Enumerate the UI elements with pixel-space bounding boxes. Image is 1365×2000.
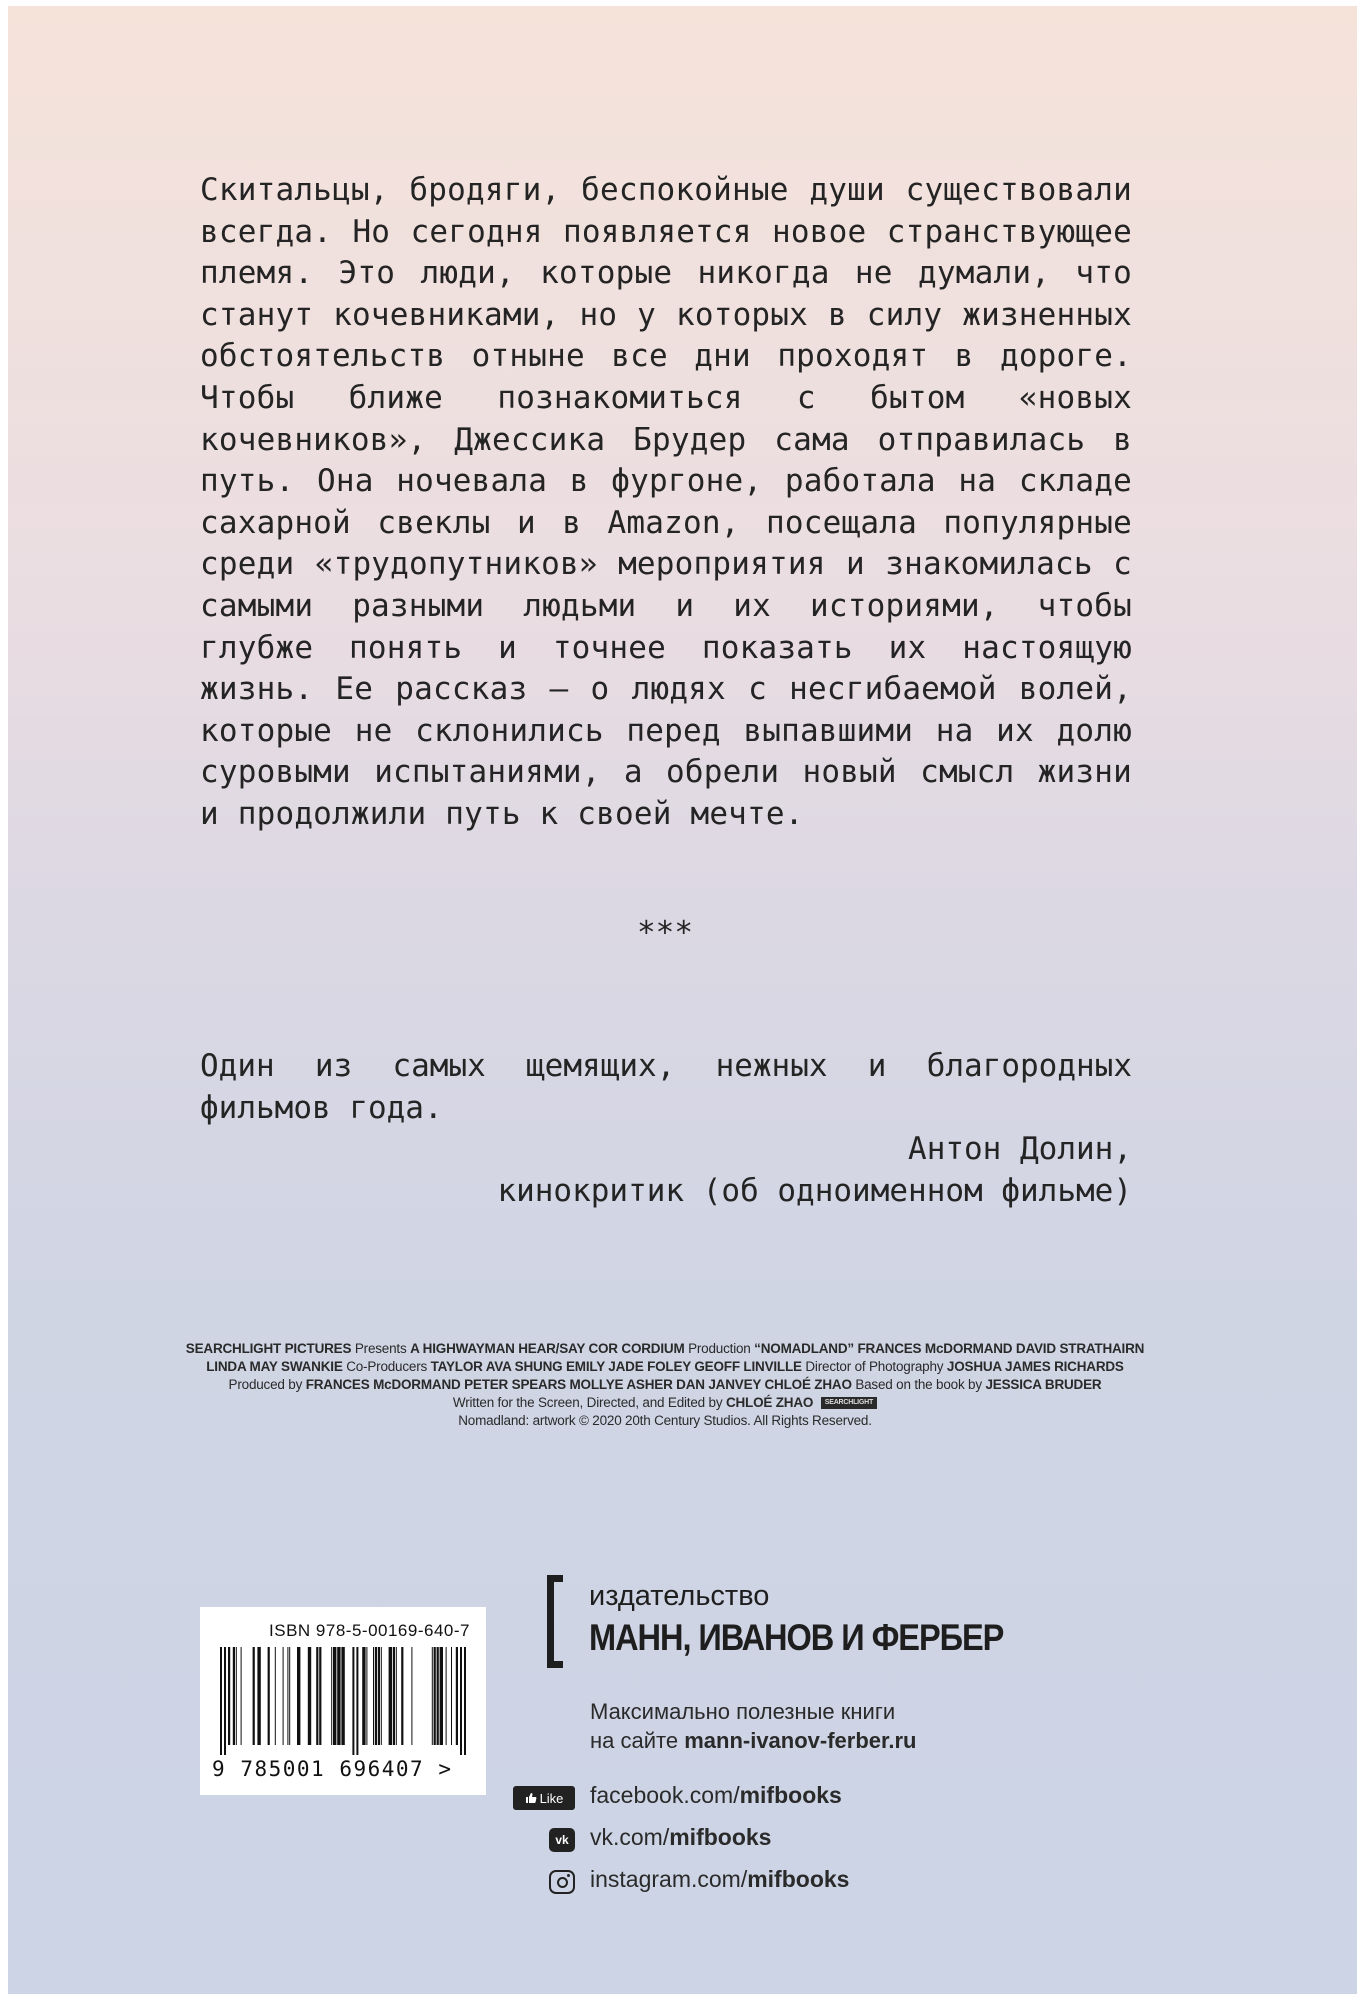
publisher-tagline: Максимально полезные книги на сайте mann-ivanov-ferber.ru	[590, 1699, 917, 1753]
review-quote: Один из самых щемящих, нежных и благородных фильмов года.	[200, 1048, 1132, 1126]
facebook-link[interactable]: facebook.com/mifbooks	[590, 1782, 842, 1808]
section-separator: ***	[637, 915, 693, 951]
isbn-barcode	[200, 1607, 486, 1795]
instagram-icon	[549, 1870, 575, 1894]
barcode-digits: 9 785001 696407 >	[212, 1757, 453, 1781]
barcode-bars	[216, 1647, 472, 1755]
vk-link[interactable]: vk.com/mifbooks	[590, 1824, 772, 1850]
credits-line-1: SEARCHLIGHT PICTURES Presents A HIGHWAYMAN HEAR/SAY COR CORDIUM Production “NOMADLAND” FRANCES McDORMAND DAVID STRATHAIRN	[185, 1341, 1145, 1356]
book-blurb: Скитальцы, бродяги, беспокойные души существовали всегда. Но сегодня появляется новое странствующее племя. Это люди, которые никогда не думали, что станут кочевниками, но у которых в силу жизненных обстоятельств отныне все дни проходят в дороге. Чтобы ближе познакомиться с бытом «новых кочевников», Джессика Брудер сама отправилась в путь. Она ночевала в фургоне, работала на складе сахарной свеклы и в Amazon, посещала популярные среди «трудопутников» мероприятия и знакомилась с самыми разными людьми и их историями, чтобы глубже понять и точнее показать их настоящую жизнь. Ее рассказ — о людях с несгибаемой волей, которые не склонились перед выпавшими на их долю суровыми испытаниями, а обрели новый смысл жизни и продолжили путь к своей мечте.	[200, 172, 1132, 832]
review-author-role: кинокритик (об одноименном фильме)	[497, 1173, 1132, 1209]
publisher-website-link[interactable]: mann-ivanov-ferber.ru	[684, 1728, 917, 1753]
publisher-name: МАНН, ИВАНОВ И ФЕРБЕР	[589, 1617, 1004, 1658]
credits-line-3: Produced by FRANCES McDORMAND PETER SPEARS MOLLYE ASHER DAN JANVEY CHLOÉ ZHAO Based on the book by JESSICA BRUDER	[228, 1377, 1102, 1392]
isbn-number: ISBN 978-5-00169-640-7	[269, 1621, 470, 1640]
credits-line-2: LINDA MAY SWANKIE Co-Producers TAYLOR AVA SHUNG EMILY JADE FOLEY GEOFF LINVILLE Director of Photography JOSHUA JAMES RICHARDS	[206, 1359, 1124, 1374]
film-credits	[180, 1340, 1150, 1430]
searchlight-logo: SEARCHLIGHT	[821, 1397, 877, 1409]
review-attribution	[200, 1128, 1132, 1212]
instagram-link[interactable]: instagram.com/mifbooks	[590, 1866, 850, 1892]
thumbs-up-like-icon: Like	[513, 1786, 575, 1810]
publisher-bracket-logo	[547, 1575, 563, 1668]
review-author: Антон Долин,	[908, 1131, 1132, 1167]
credits-line-4: Written for the Screen, Directed, and Edited by CHLOÉ ZHAO SEARCHLIGHT	[180, 1394, 1150, 1412]
credits-copyright: Nomadland: artwork © 2020 20th Century Studios. All Rights Reserved.	[458, 1413, 872, 1428]
publisher-label: издательство	[589, 1580, 770, 1612]
vk-icon: vk	[549, 1828, 575, 1852]
